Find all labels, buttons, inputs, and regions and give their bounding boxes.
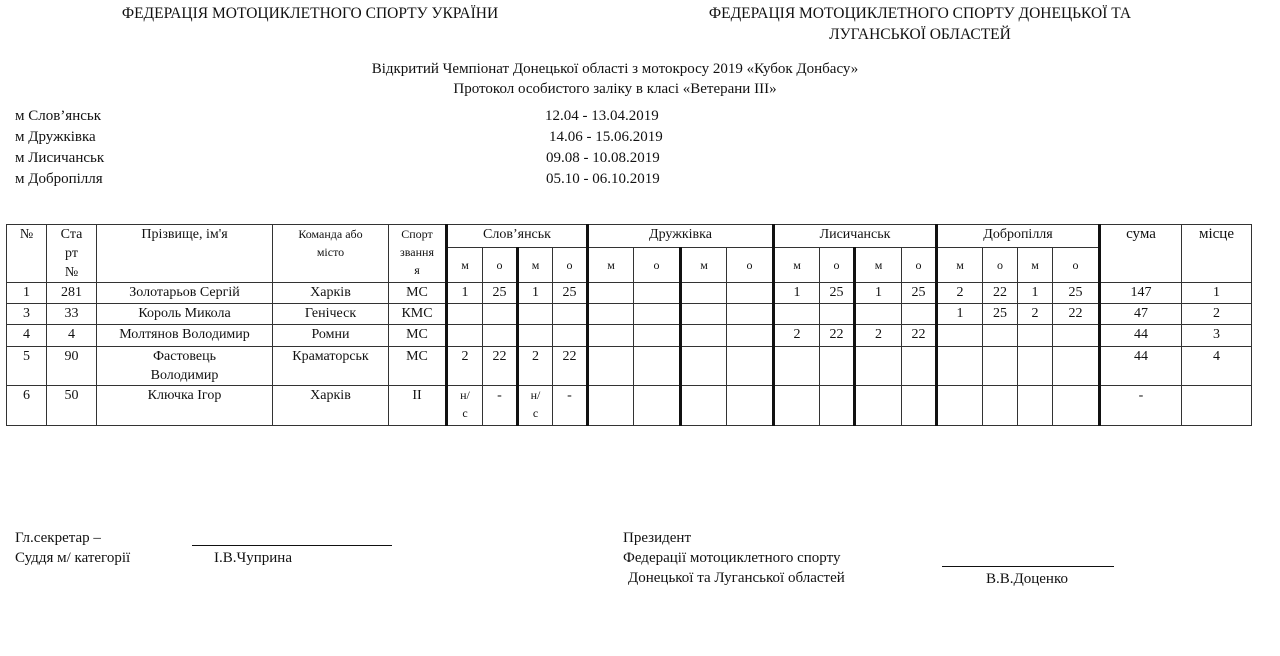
subheader-m: м bbox=[937, 247, 983, 282]
subheader-m: м bbox=[774, 247, 820, 282]
cell-place-m bbox=[774, 386, 820, 426]
col-header-team bbox=[273, 225, 389, 283]
cell-start-number: 281 bbox=[47, 283, 97, 304]
rider-name-line2: Володимир bbox=[150, 368, 219, 383]
cell-place-m bbox=[681, 304, 727, 325]
cell-place-m bbox=[681, 386, 727, 426]
cell-place bbox=[1182, 386, 1252, 426]
cell-place-m: 1 bbox=[774, 283, 820, 304]
subheader-m: м bbox=[518, 247, 553, 282]
cell-place-m: 2 bbox=[1018, 304, 1053, 325]
cell-points-o bbox=[983, 386, 1018, 426]
cell-points-o bbox=[727, 325, 774, 347]
cell-points-o bbox=[727, 304, 774, 325]
cell-rank: МС bbox=[389, 347, 447, 386]
cell-points-o bbox=[553, 325, 588, 347]
cell-points-o: 25 bbox=[902, 283, 937, 304]
subheader-o: о bbox=[727, 247, 774, 282]
subheader-o: о bbox=[483, 247, 518, 282]
cell-points-o bbox=[983, 347, 1018, 386]
cell-place-m bbox=[518, 386, 553, 426]
stage-city: м Слов’янськ bbox=[15, 108, 102, 124]
results-body bbox=[7, 283, 1252, 426]
right-organization-line2: ЛУГАНСЬКОЇ ОБЛАСТЕЙ bbox=[829, 26, 1011, 43]
cell-points-o bbox=[820, 386, 855, 426]
cell-place-m: 2 bbox=[774, 325, 820, 347]
subheader-o: о bbox=[983, 247, 1018, 282]
cell-num: 4 bbox=[7, 325, 47, 347]
cell-place-m bbox=[681, 283, 727, 304]
cell-name bbox=[97, 347, 273, 386]
cell-place-m bbox=[855, 386, 902, 426]
subheader-o: о bbox=[634, 247, 681, 282]
rider-name: Фастовець bbox=[152, 349, 217, 364]
cell-place-m bbox=[1018, 347, 1053, 386]
header-text: рт bbox=[65, 246, 78, 261]
cell-points-o: 25 bbox=[483, 283, 518, 304]
cell-place-m bbox=[588, 386, 634, 426]
cell-place-m bbox=[588, 347, 634, 386]
president-federation: Федерації мотоциклетного спорту bbox=[623, 550, 841, 566]
stage-header-druzhkivka: Дружківка bbox=[588, 225, 774, 248]
header-text: Ста bbox=[60, 227, 83, 242]
cell-team: Харків bbox=[273, 283, 389, 304]
cell-points-o bbox=[634, 283, 681, 304]
stage-header-dobropillia: Добропілля bbox=[937, 225, 1100, 248]
cell-points-o bbox=[727, 386, 774, 426]
cell-points-o bbox=[727, 347, 774, 386]
rider-name: Король Микола bbox=[138, 306, 231, 321]
cell-name bbox=[97, 304, 273, 325]
cell-start-number: 4 bbox=[47, 325, 97, 347]
cell-place-m: 2 bbox=[937, 283, 983, 304]
cell-place-m bbox=[681, 347, 727, 386]
cell-points-o: 22 bbox=[820, 325, 855, 347]
col-header-num: № bbox=[7, 225, 47, 283]
cell-num: 5 bbox=[7, 347, 47, 386]
rider-name: Золотарьов Сергій bbox=[129, 285, 240, 300]
cell-place-m bbox=[518, 325, 553, 347]
col-header-sum: сума bbox=[1100, 225, 1182, 283]
cell-points-o: 22 bbox=[553, 347, 588, 386]
subheader-m: м bbox=[1018, 247, 1053, 282]
cell-points-o bbox=[634, 386, 681, 426]
cell-points-o: 25 bbox=[983, 304, 1018, 325]
cell-name bbox=[97, 283, 273, 304]
cell-place: 1 bbox=[1182, 283, 1252, 304]
cell-points-o bbox=[902, 386, 937, 426]
stage-dates: 14.06 - 15.06.2019 bbox=[549, 129, 663, 145]
subheader-m: м bbox=[681, 247, 727, 282]
cell-text: с bbox=[462, 406, 468, 420]
cell-points-o: - bbox=[483, 386, 518, 426]
cell-place-m bbox=[937, 386, 983, 426]
cell-sum: 44 bbox=[1100, 325, 1182, 347]
rider-name: Молтянов Володимир bbox=[119, 327, 250, 342]
subheader-m: м bbox=[447, 247, 483, 282]
cell-place-m bbox=[1018, 325, 1053, 347]
cell-place-m: 2 bbox=[518, 347, 553, 386]
cell-points-o: 25 bbox=[820, 283, 855, 304]
header-text: я bbox=[414, 263, 420, 277]
stage-city: м Лисичанськ bbox=[15, 150, 105, 166]
cell-place-m bbox=[774, 304, 820, 325]
cell-points-o: 22 bbox=[1053, 304, 1100, 325]
cell-points-o: 25 bbox=[1053, 283, 1100, 304]
cell-place: 2 bbox=[1182, 304, 1252, 325]
stage-header-lysychansk: Лисичанськ bbox=[774, 225, 937, 248]
col-header-rank bbox=[389, 225, 447, 283]
cell-points-o bbox=[483, 325, 518, 347]
cell-points-o bbox=[483, 304, 518, 325]
col-header-name: Прізвище, ім'я bbox=[97, 225, 273, 283]
cell-start-number: 50 bbox=[47, 386, 97, 426]
cell-place-m bbox=[681, 325, 727, 347]
header-text: Команда або bbox=[298, 227, 363, 241]
header-text: Спорт bbox=[401, 227, 433, 241]
cell-place-m: 2 bbox=[855, 325, 902, 347]
cell-points-o bbox=[634, 325, 681, 347]
cell-place-m bbox=[447, 304, 483, 325]
cell-team: Геніческ bbox=[273, 304, 389, 325]
cell-points-o bbox=[553, 304, 588, 325]
president-name: В.В.Доценко bbox=[986, 571, 1068, 587]
cell-place-m bbox=[588, 304, 634, 325]
cell-points-o bbox=[983, 325, 1018, 347]
stage-city: м Добропілля bbox=[15, 171, 103, 187]
cell-name bbox=[97, 386, 273, 426]
president-signature-line bbox=[942, 566, 1114, 567]
cell-team: Ромни bbox=[273, 325, 389, 347]
right-organization-line1: ФЕДЕРАЦІЯ МОТОЦИКЛЕТНОГО СПОРТУ ДОНЕЦЬКОЇ ТА bbox=[708, 5, 1132, 22]
cell-points-o bbox=[902, 347, 937, 386]
cell-place-m bbox=[1018, 386, 1053, 426]
cell-place-m bbox=[518, 304, 553, 325]
table-row bbox=[7, 283, 1252, 304]
cell-place-m: 1 bbox=[855, 283, 902, 304]
subheader-o: о bbox=[1053, 247, 1100, 282]
header-text: № bbox=[64, 265, 79, 280]
cell-points-o bbox=[727, 283, 774, 304]
cell-points-o: - bbox=[553, 386, 588, 426]
cell-sum: 47 bbox=[1100, 304, 1182, 325]
cell-sum: 44 bbox=[1100, 347, 1182, 386]
cell-team: Краматорськ bbox=[273, 347, 389, 386]
cell-points-o: 25 bbox=[553, 283, 588, 304]
secretary-title: Гл.секретар – bbox=[15, 530, 101, 546]
table-row bbox=[7, 325, 1252, 347]
stage-city: м Дружківка bbox=[15, 129, 96, 145]
results-table bbox=[6, 224, 1252, 426]
col-header-place: місце bbox=[1182, 225, 1252, 283]
president-title: Президент bbox=[623, 530, 691, 546]
cell-start-number: 90 bbox=[47, 347, 97, 386]
cell-place-m: 1 bbox=[447, 283, 483, 304]
cell-rank: ІІ bbox=[389, 386, 447, 426]
cell-place-m bbox=[937, 347, 983, 386]
col-header-start bbox=[47, 225, 97, 283]
cell-points-o bbox=[1053, 347, 1100, 386]
championship-title: Відкритий Чемпіонат Донецької області з мотокросу 2019 «Кубок Донбасу» bbox=[371, 61, 859, 77]
secretary-category: Суддя м/ категорії bbox=[15, 550, 131, 566]
table-row bbox=[7, 347, 1252, 386]
header-text: звання bbox=[400, 245, 434, 259]
cell-place-m: 1 bbox=[518, 283, 553, 304]
cell-start-number: 33 bbox=[47, 304, 97, 325]
cell-sum: - bbox=[1100, 386, 1182, 426]
cell-points-o: 22 bbox=[902, 325, 937, 347]
cell-place-m bbox=[855, 304, 902, 325]
cell-rank: МС bbox=[389, 283, 447, 304]
header-text: місто bbox=[316, 245, 345, 259]
cell-place-m bbox=[447, 386, 483, 426]
cell-place-m: 2 bbox=[447, 347, 483, 386]
cell-place-m bbox=[855, 347, 902, 386]
stage-header-sloviansk: Слов’янськ bbox=[447, 225, 588, 248]
subheader-m: м bbox=[855, 247, 902, 282]
president-regions: Донецької та Луганської областей bbox=[628, 570, 845, 586]
secretary-name: І.В.Чуприна bbox=[214, 550, 292, 566]
cell-points-o bbox=[820, 347, 855, 386]
cell-team: Харків bbox=[273, 386, 389, 426]
cell-num: 3 bbox=[7, 304, 47, 325]
cell-points-o: 22 bbox=[983, 283, 1018, 304]
cell-sum: 147 bbox=[1100, 283, 1182, 304]
subheader-o: о bbox=[820, 247, 855, 282]
cell-points-o bbox=[820, 304, 855, 325]
stage-dates: 09.08 - 10.08.2019 bbox=[546, 150, 660, 166]
cell-points-o bbox=[1053, 325, 1100, 347]
cell-place-m bbox=[774, 347, 820, 386]
cell-points-o: 22 bbox=[483, 347, 518, 386]
cell-rank: КМС bbox=[389, 304, 447, 325]
stage-dates: 05.10 - 06.10.2019 bbox=[546, 171, 660, 187]
left-organization: ФЕДЕРАЦІЯ МОТОЦИКЛЕТНОГО СПОРТУ УКРАЇНИ bbox=[121, 5, 499, 22]
cell-points-o bbox=[902, 304, 937, 325]
header-row bbox=[7, 225, 1252, 248]
subheader-o: о bbox=[902, 247, 937, 282]
cell-name bbox=[97, 325, 273, 347]
cell-place-m bbox=[588, 283, 634, 304]
cell-place: 4 bbox=[1182, 347, 1252, 386]
stage-dates: 12.04 - 13.04.2019 bbox=[545, 108, 659, 124]
cell-num: 6 bbox=[7, 386, 47, 426]
protocol-title: Протокол особистого заліку в класі «Ветерани ІІІ» bbox=[453, 81, 777, 97]
cell-place-m bbox=[588, 325, 634, 347]
cell-rank: МС bbox=[389, 325, 447, 347]
cell-place-m: 1 bbox=[1018, 283, 1053, 304]
cell-points-o bbox=[1053, 386, 1100, 426]
cell-num: 1 bbox=[7, 283, 47, 304]
table-row bbox=[7, 304, 1252, 325]
cell-text: с bbox=[532, 406, 539, 420]
cell-place-m bbox=[937, 325, 983, 347]
cell-points-o bbox=[634, 304, 681, 325]
cell-place-m: 1 bbox=[937, 304, 983, 325]
subheader-o: о bbox=[553, 247, 588, 282]
cell-text: н/ bbox=[530, 388, 541, 402]
cell-points-o bbox=[634, 347, 681, 386]
subheader-m: м bbox=[588, 247, 634, 282]
rider-name: Ключка Ігор bbox=[147, 388, 222, 403]
table-row bbox=[7, 386, 1252, 426]
cell-place: 3 bbox=[1182, 325, 1252, 347]
cell-text: н/ bbox=[460, 388, 470, 402]
secretary-signature-line bbox=[192, 545, 392, 546]
cell-place-m bbox=[447, 325, 483, 347]
